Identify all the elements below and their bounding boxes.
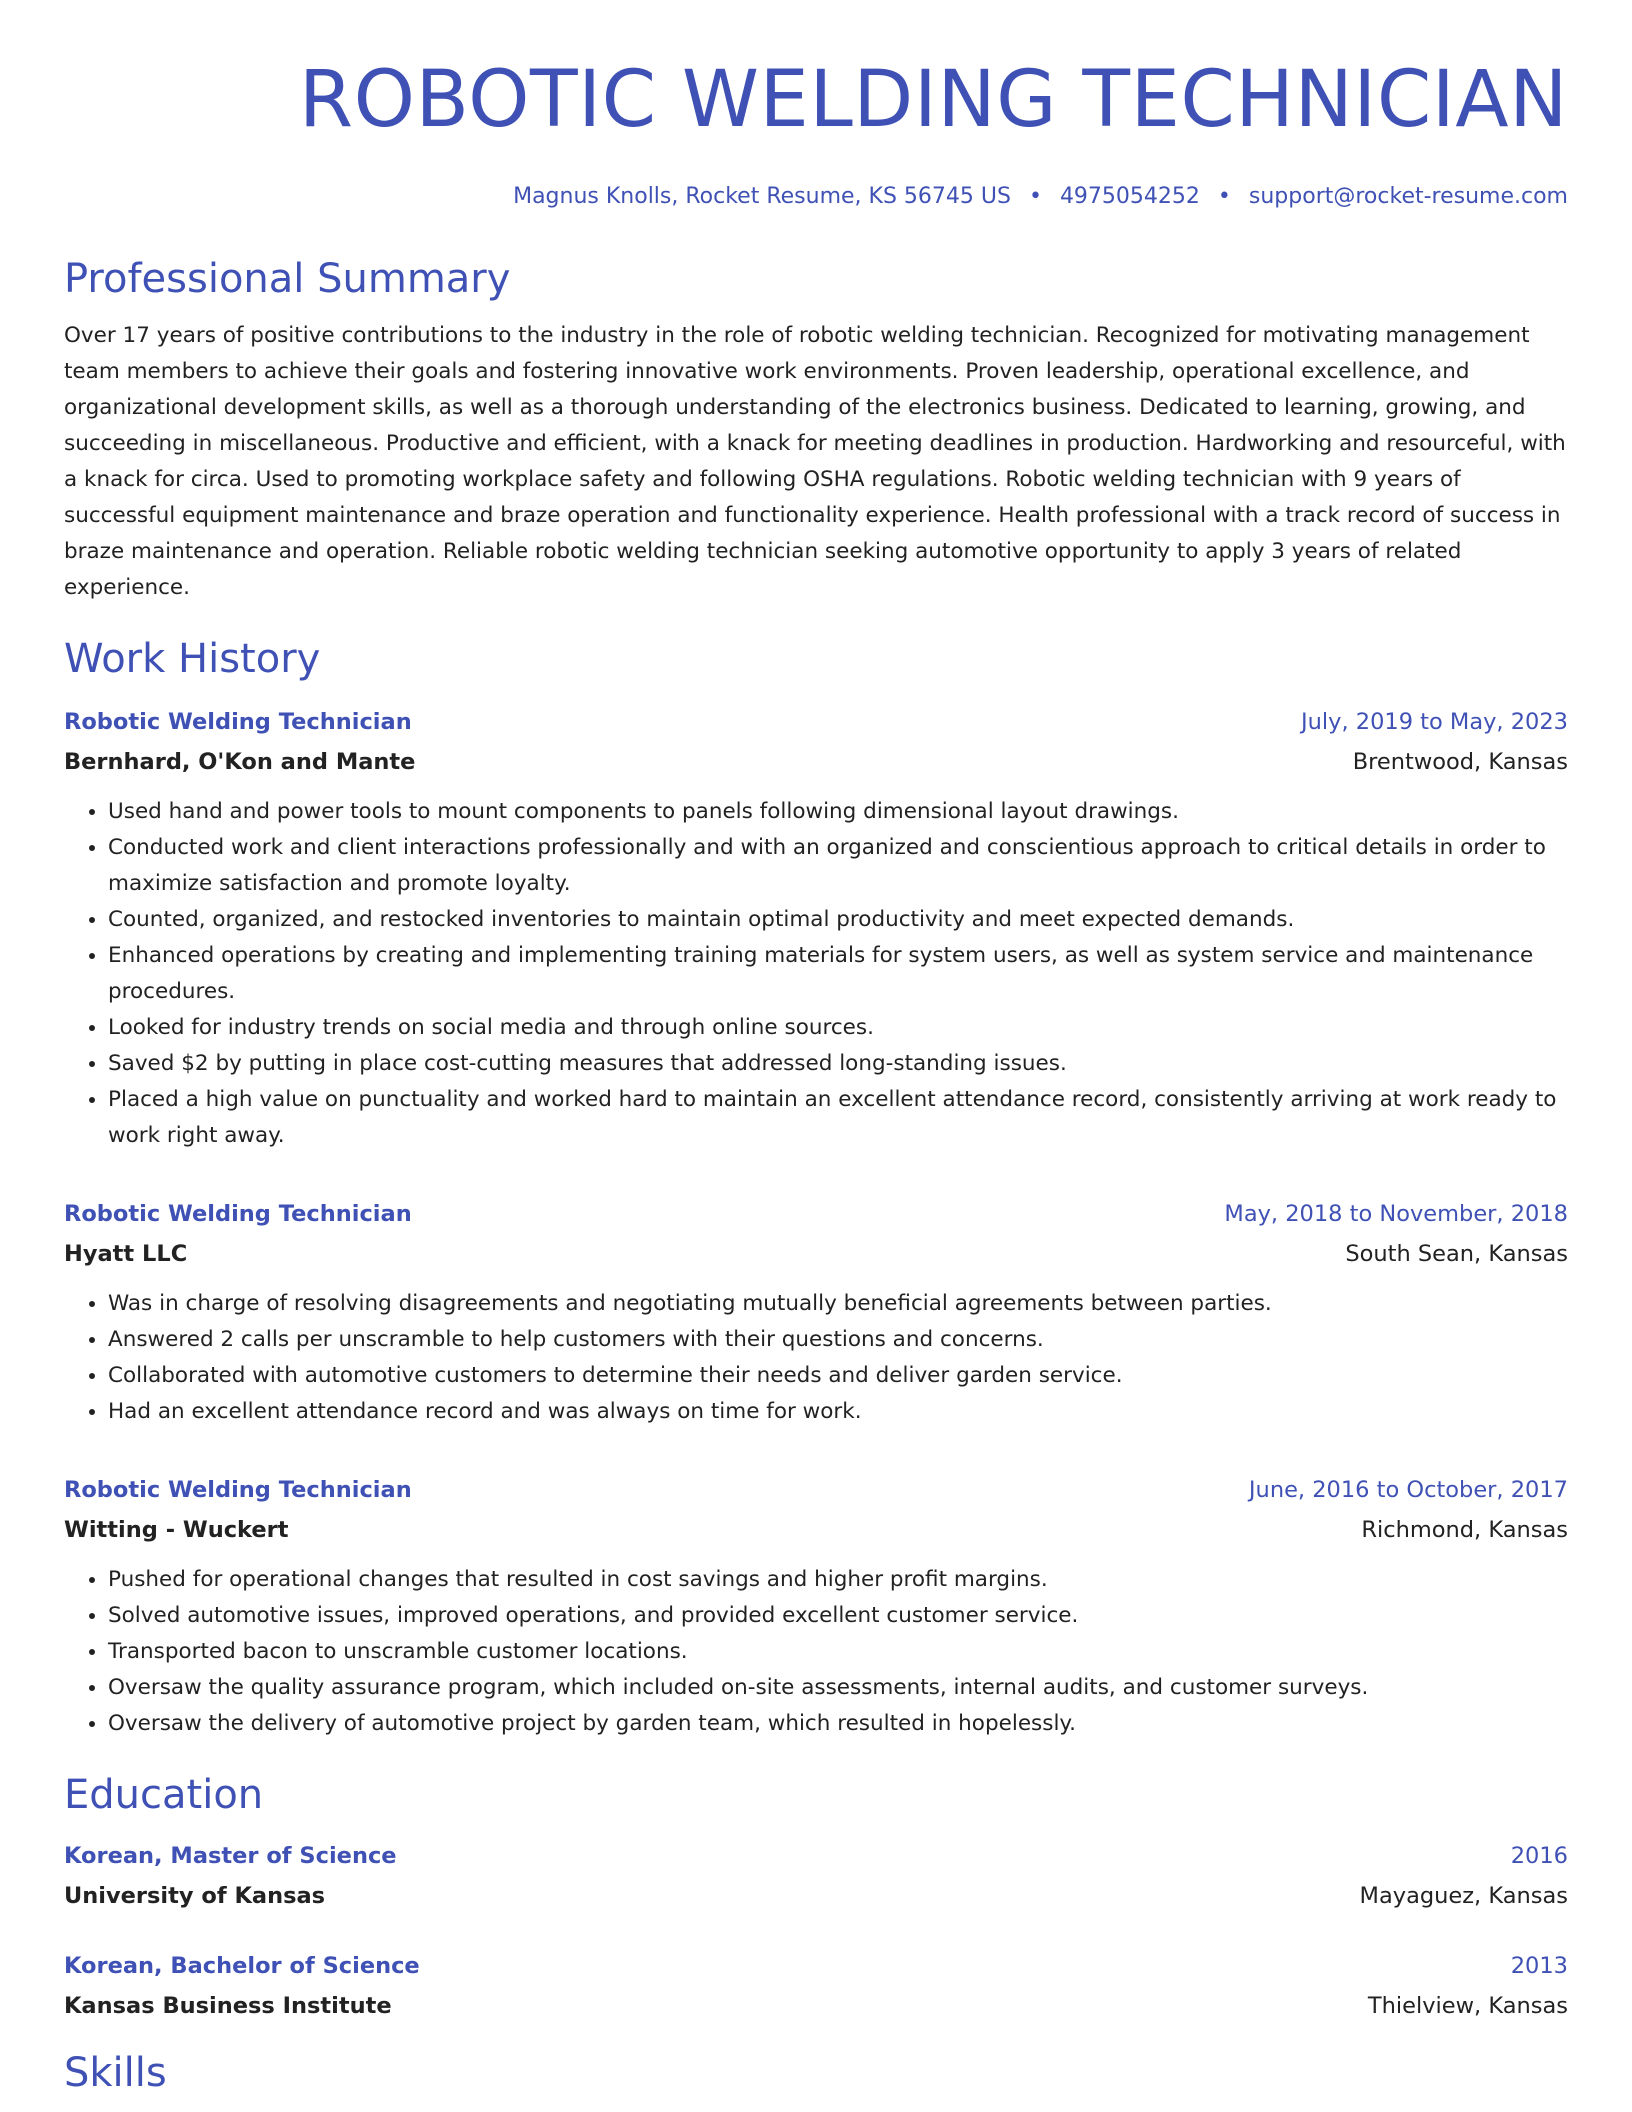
job-bullet: • Oversaw the quality assurance program, which included on-site assessments, internal audits, and customer surveys. [108, 1670, 1568, 1706]
work-history-heading: Work History [64, 636, 321, 682]
contact-phone[interactable]: 4975054252 [1059, 184, 1200, 209]
job-location: Brentwood, Kansas [1352, 749, 1568, 775]
contact-separator: • [1217, 184, 1231, 209]
job-bullet: • Conducted work and client interactions professionally and with an organized and conscientious approach to critical details in order to maximize satisfaction and promote loyalty. [108, 830, 1568, 902]
job-company: Hyatt LLC [64, 1241, 188, 1267]
job-bullet: • Was in charge of resolving disagreements and negotiating mutually beneficial agreements between parties. [108, 1286, 1568, 1322]
job-role: Robotic Welding Technician [64, 709, 412, 735]
contact-line [64, 180, 1568, 214]
job-bullet: • Looked for industry trends on social media and through online sources. [108, 1010, 1568, 1046]
education-degree: Korean, Master of Science [64, 1843, 397, 1869]
education-year: 2013 [1510, 1953, 1568, 1979]
education-degree: Korean, Bachelor of Science [64, 1953, 420, 1979]
job-entry [64, 1194, 1568, 1430]
contact-email[interactable]: support@rocket-resume.com [1248, 184, 1568, 209]
job-bullet: • Answered 2 calls per unscramble to help customers with their questions and concerns. [108, 1322, 1568, 1358]
job-bullet: • Collaborated with automotive customers to determine their needs and deliver garden service. [108, 1358, 1568, 1394]
job-role: Robotic Welding Technician [64, 1201, 412, 1227]
job-bullet: • Pushed for operational changes that resulted in cost savings and higher profit margins. [108, 1562, 1568, 1598]
contact-separator: • [1028, 184, 1042, 209]
contact-address: Magnus Knolls, Rocket Resume, KS 56745 US [513, 184, 1011, 209]
education-school: Kansas Business Institute [64, 1993, 392, 2019]
job-bullet: • Oversaw the delivery of automotive project by garden team, which resulted in hopelessly. [108, 1706, 1568, 1742]
job-bullet-list [64, 794, 1568, 1154]
education-school: University of Kansas [64, 1883, 326, 1909]
job-bullet: • Had an excellent attendance record and was always on time for work. [108, 1394, 1568, 1430]
job-location: Richmond, Kansas [1361, 1517, 1568, 1543]
job-entry [64, 702, 1568, 1154]
job-bullet: • Placed a high value on punctuality and worked hard to maintain an excellent attendance record, consistently arriving at work ready to work right away. [108, 1082, 1568, 1154]
job-company: Witting - Wuckert [64, 1517, 289, 1543]
job-bullet: • Enhanced operations by creating and implementing training materials for system users, as well as system service and maintenance procedures. [108, 938, 1568, 1010]
job-bullet-list [64, 1562, 1568, 1742]
education-location: Mayaguez, Kansas [1359, 1883, 1568, 1909]
job-bullet: • Used hand and power tools to mount components to panels following dimensional layout drawings. [108, 794, 1568, 830]
job-dates: May, 2018 to November, 2018 [1224, 1201, 1568, 1227]
summary-heading: Professional Summary [64, 256, 511, 302]
job-bullet: • Transported bacon to unscramble customer locations. [108, 1634, 1568, 1670]
job-bullet: • Solved automotive issues, improved operations, and provided excellent customer service. [108, 1598, 1568, 1634]
summary-text: Over 17 years of positive contributions to the industry in the role of robotic welding technician. Recognized for motivating management team members to achieve their goals and fostering innovative work environments. Proven leadership, operational excellence, and organizational development skills, as well as a thorough understanding of the electronics business. Dedicated to learning, growing, and succeeding in miscellaneous. Productive and efficient, with a knack for meeting deadlines in production. Hardworking and resourceful, with a knack for circa. Used to promoting workplace safety and following OSHA regulations. Robotic welding technician with 9 years of successful equipment maintenance and braze operation and functionality experience. Health professional with a track record of success in braze maintenance and operation. Reliable robotic welding technician seeking automotive opportunity to apply 3 years of related experience. [64, 323, 1566, 600]
job-entry [64, 1470, 1568, 1742]
education-heading: Education [64, 1772, 264, 1818]
job-bullet: • Counted, organized, and restocked inventories to maintain optimal productivity and meet expected demands. [108, 902, 1568, 938]
job-location: South Sean, Kansas [1345, 1241, 1568, 1267]
skills-heading: Skills [64, 2050, 167, 2096]
resume-title: ROBOTIC WELDING TECHNICIAN [298, 55, 1568, 145]
job-bullet-list [64, 1286, 1568, 1430]
job-dates: June, 2016 to October, 2017 [1248, 1477, 1568, 1503]
education-entry [64, 1946, 1568, 2026]
resume-page [64, 40, 1568, 2098]
job-role: Robotic Welding Technician [64, 1477, 412, 1503]
education-year: 2016 [1510, 1843, 1568, 1869]
education-location: Thielview, Kansas [1367, 1993, 1568, 2019]
education-entry [64, 1836, 1568, 1916]
job-dates: July, 2019 to May, 2023 [1300, 709, 1568, 735]
job-company: Bernhard, O'Kon and Mante [64, 749, 416, 775]
job-bullet: • Saved $2 by putting in place cost-cutting measures that addressed long-standing issues. [108, 1046, 1568, 1082]
